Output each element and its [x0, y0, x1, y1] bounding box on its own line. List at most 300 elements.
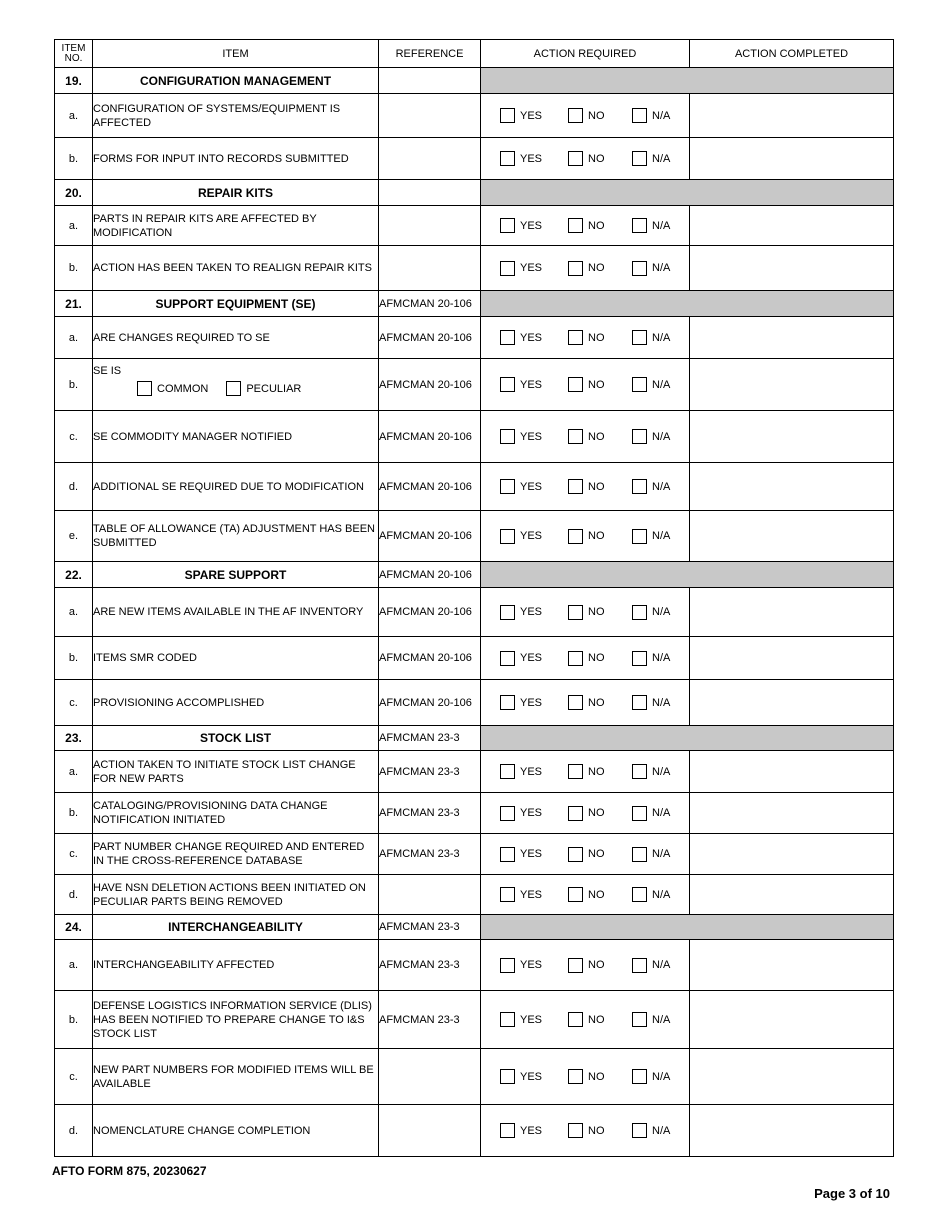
item-description: CONFIGURATION OF SYSTEMS/EQUIPMENT IS AFFECTED: [93, 102, 341, 129]
na-checkbox[interactable]: [632, 764, 647, 779]
section-shaded-cell: [481, 180, 894, 206]
item-description: ITEMS SMR CODED: [93, 652, 197, 664]
item-reference: AFMCMAN 20-106: [379, 637, 481, 680]
option-na: [632, 1123, 670, 1138]
action-completed-field[interactable]: [690, 138, 894, 180]
item-description-cell: [93, 588, 379, 637]
action-completed-field[interactable]: [690, 317, 894, 359]
na-checkbox[interactable]: [632, 377, 647, 392]
item-description-cell: [93, 359, 379, 411]
option-yes: [500, 847, 568, 862]
option-na: [632, 218, 670, 233]
no-checkbox[interactable]: [568, 479, 583, 494]
section-reference: AFMCMAN 20-106: [379, 562, 481, 588]
yes-checkbox[interactable]: [500, 887, 515, 902]
option-yes: [500, 429, 568, 444]
na-label: N/A: [652, 959, 671, 971]
item-description: FORMS FOR INPUT INTO RECORDS SUBMITTED: [93, 152, 349, 165]
item-description-cell: [93, 875, 379, 915]
na-label: N/A: [652, 430, 671, 443]
na-label: N/A: [652, 1124, 671, 1137]
yes-no-na-group: [481, 151, 689, 166]
item-reference: AFMCMAN 20-106: [379, 680, 481, 726]
yes-checkbox[interactable]: [500, 330, 515, 345]
checklist-item-row: [55, 511, 894, 562]
na-checkbox[interactable]: [632, 958, 647, 973]
option-na: [632, 330, 670, 345]
action-required-cell: [481, 1105, 690, 1157]
header-action-required: ACTION REQUIRED: [481, 40, 690, 68]
option-no: [568, 377, 632, 392]
item-letter: c.: [55, 411, 93, 463]
no-label: NO: [588, 652, 605, 664]
action-completed-field[interactable]: [690, 1105, 894, 1157]
item-description-cell: [93, 1105, 379, 1157]
yes-no-na-group: [481, 806, 689, 821]
item-reference: AFMCMAN 23-3: [379, 834, 481, 875]
option-yes: [500, 108, 568, 123]
item-description-cell: [93, 94, 379, 138]
no-label: NO: [588, 378, 605, 391]
option-no: [568, 1123, 632, 1138]
item-reference: AFMCMAN 23-3: [379, 991, 481, 1049]
na-checkbox[interactable]: [632, 529, 647, 544]
option-no: [568, 330, 632, 345]
no-checkbox[interactable]: [568, 330, 583, 345]
yes-label: YES: [520, 888, 543, 901]
no-label: NO: [588, 696, 605, 709]
action-completed-field[interactable]: [690, 511, 894, 562]
section-number: 21.: [55, 291, 93, 317]
action-required-cell: [481, 138, 690, 180]
yes-label: YES: [520, 1124, 543, 1137]
na-checkbox[interactable]: [632, 806, 647, 821]
checklist-item-row: [55, 991, 894, 1049]
action-required-cell: [481, 875, 690, 915]
option-yes: [500, 651, 568, 666]
no-checkbox[interactable]: [568, 764, 583, 779]
yes-no-na-group: [481, 695, 689, 710]
checklist-item-row: [55, 359, 894, 411]
yes-label: YES: [520, 262, 543, 274]
option-yes: [500, 479, 568, 494]
no-checkbox[interactable]: [568, 151, 583, 166]
section-reference: AFMCMAN 23-3: [379, 915, 481, 940]
se-type-label: PECULIAR: [246, 382, 302, 395]
no-checkbox[interactable]: [568, 377, 583, 392]
no-checkbox[interactable]: [568, 1012, 583, 1027]
checklist-item-row: [55, 940, 894, 991]
na-label: N/A: [652, 848, 671, 860]
action-completed-field[interactable]: [690, 793, 894, 834]
yes-no-na-group: [481, 651, 689, 666]
option-na: [632, 847, 670, 862]
yes-checkbox[interactable]: [500, 605, 515, 620]
yes-label: YES: [520, 652, 543, 664]
section-shaded-cell: [481, 562, 894, 588]
yes-checkbox[interactable]: [500, 529, 515, 544]
section-shaded-cell: [481, 726, 894, 751]
item-reference: [379, 1105, 481, 1157]
item-description-cell: [93, 940, 379, 991]
yes-checkbox[interactable]: [500, 151, 515, 166]
yes-checkbox[interactable]: [500, 1012, 515, 1027]
action-completed-field[interactable]: [690, 94, 894, 138]
no-checkbox[interactable]: [568, 651, 583, 666]
option-na: [632, 806, 670, 821]
item-letter: b.: [55, 246, 93, 291]
option-na: [632, 108, 670, 123]
yes-checkbox[interactable]: [500, 695, 515, 710]
yes-label: YES: [520, 480, 543, 493]
yes-label: YES: [520, 1013, 543, 1026]
section-title: SUPPORT EQUIPMENT (SE): [93, 291, 379, 317]
no-label: NO: [588, 262, 605, 274]
section-title: SPARE SUPPORT: [93, 562, 379, 588]
checklist-item-row: [55, 206, 894, 246]
form-identifier: AFTO FORM 875, 20230627: [52, 1164, 207, 1178]
checklist-item-row: [55, 680, 894, 726]
header-item: ITEM: [93, 40, 379, 68]
na-label: N/A: [652, 652, 671, 664]
no-checkbox[interactable]: [568, 1069, 583, 1084]
option-yes: [500, 529, 568, 544]
yes-no-na-group: [481, 1123, 689, 1138]
section-reference: [379, 180, 481, 206]
yes-no-na-group: [481, 1069, 689, 1084]
na-label: N/A: [652, 378, 671, 391]
no-checkbox[interactable]: [568, 1123, 583, 1138]
item-description: INTERCHANGEABILITY AFFECTED: [93, 959, 275, 971]
se-type-options: [93, 381, 378, 396]
item-reference: [379, 246, 481, 291]
no-label: NO: [588, 1013, 605, 1026]
se-type-label: COMMON: [157, 382, 209, 395]
option-no: [568, 605, 632, 620]
option-no: [568, 847, 632, 862]
no-label: NO: [588, 888, 605, 901]
action-required-cell: [481, 637, 690, 680]
option-yes: [500, 764, 568, 779]
item-description: SE COMMODITY MANAGER NOTIFIED: [93, 430, 293, 443]
header-action-completed: ACTION COMPLETED: [690, 40, 894, 68]
section-reference: [379, 68, 481, 94]
item-description-cell: [93, 637, 379, 680]
na-checkbox[interactable]: [632, 847, 647, 862]
na-checkbox[interactable]: [632, 651, 647, 666]
checklist-item-row: [55, 463, 894, 511]
na-checkbox[interactable]: [632, 218, 647, 233]
yes-checkbox[interactable]: [500, 429, 515, 444]
yes-checkbox[interactable]: [500, 479, 515, 494]
yes-no-na-group: [481, 887, 689, 902]
item-description-cell: [93, 511, 379, 562]
se-type-checkbox[interactable]: [137, 381, 152, 396]
option-na: [632, 529, 670, 544]
section-number: 23.: [55, 726, 93, 751]
checklist-item-row: [55, 317, 894, 359]
item-letter: c.: [55, 680, 93, 726]
yes-no-na-group: [481, 429, 689, 444]
option-yes: [500, 958, 568, 973]
action-completed-field[interactable]: [690, 411, 894, 463]
yes-checkbox[interactable]: [500, 218, 515, 233]
item-letter: b.: [55, 991, 93, 1049]
option-yes: [500, 887, 568, 902]
item-reference: AFMCMAN 23-3: [379, 793, 481, 834]
section-title: CONFIGURATION MANAGEMENT: [93, 68, 379, 94]
option-no: [568, 151, 632, 166]
option-yes: [500, 218, 568, 233]
item-letter: b.: [55, 359, 93, 411]
yes-no-na-group: [481, 218, 689, 233]
item-description-cell: [93, 991, 379, 1049]
option-na: [632, 695, 670, 710]
yes-label: YES: [520, 109, 543, 122]
item-description: SE IS: [93, 365, 122, 377]
action-completed-field[interactable]: [690, 463, 894, 511]
na-checkbox[interactable]: [632, 695, 647, 710]
action-completed-field[interactable]: [690, 940, 894, 991]
item-description: HAVE NSN DELETION ACTIONS BEEN INITIATED ON PECULIAR PARTS BEING REMOVED: [93, 881, 366, 908]
action-completed-field[interactable]: [690, 637, 894, 680]
yes-no-na-group: [481, 108, 689, 123]
option-yes: [500, 605, 568, 620]
option-no: [568, 261, 632, 276]
no-label: NO: [588, 530, 605, 542]
section-row: [55, 915, 894, 940]
no-checkbox[interactable]: [568, 806, 583, 821]
action-required-cell: [481, 793, 690, 834]
item-letter: b.: [55, 138, 93, 180]
action-completed-field[interactable]: [690, 588, 894, 637]
section-row: [55, 562, 894, 588]
yes-label: YES: [520, 378, 543, 391]
option-na: [632, 151, 670, 166]
section-row: [55, 68, 894, 94]
item-reference: [379, 94, 481, 138]
option-no: [568, 958, 632, 973]
item-description-cell: [93, 680, 379, 726]
action-completed-field[interactable]: [690, 680, 894, 726]
no-checkbox[interactable]: [568, 529, 583, 544]
section-shaded-cell: [481, 915, 894, 940]
option-no: [568, 806, 632, 821]
option-yes: [500, 1123, 568, 1138]
no-checkbox[interactable]: [568, 958, 583, 973]
action-completed-field[interactable]: [690, 875, 894, 915]
na-checkbox[interactable]: [632, 605, 647, 620]
option-yes: [500, 377, 568, 392]
no-checkbox[interactable]: [568, 218, 583, 233]
action-required-cell: [481, 246, 690, 291]
na-checkbox[interactable]: [632, 1123, 647, 1138]
checklist-item-row: [55, 793, 894, 834]
item-reference: [379, 206, 481, 246]
action-required-cell: [481, 359, 690, 411]
item-letter: a.: [55, 94, 93, 138]
no-label: NO: [588, 152, 605, 165]
yes-label: YES: [520, 807, 543, 819]
na-checkbox[interactable]: [632, 479, 647, 494]
option-no: [568, 651, 632, 666]
no-label: NO: [588, 848, 605, 860]
action-required-cell: [481, 991, 690, 1049]
no-label: NO: [588, 807, 605, 819]
option-yes: [500, 1012, 568, 1027]
option-na: [632, 479, 670, 494]
no-checkbox[interactable]: [568, 108, 583, 123]
na-label: N/A: [652, 480, 671, 493]
action-completed-field[interactable]: [690, 246, 894, 291]
action-required-cell: [481, 1049, 690, 1105]
action-required-cell: [481, 317, 690, 359]
option-no: [568, 479, 632, 494]
option-no: [568, 429, 632, 444]
item-letter: d.: [55, 463, 93, 511]
checklist-item-row: [55, 834, 894, 875]
option-yes: [500, 151, 568, 166]
yes-checkbox[interactable]: [500, 377, 515, 392]
option-na: [632, 261, 670, 276]
na-label: N/A: [652, 696, 671, 709]
no-label: NO: [588, 109, 605, 122]
option-na: [632, 764, 670, 779]
item-description-cell: [93, 751, 379, 793]
action-completed-field[interactable]: [690, 991, 894, 1049]
no-label: NO: [588, 606, 605, 618]
option-yes: [500, 1069, 568, 1084]
na-checkbox[interactable]: [632, 108, 647, 123]
na-label: N/A: [652, 331, 671, 344]
action-completed-field[interactable]: [690, 206, 894, 246]
checklist-item-row: [55, 1105, 894, 1157]
section-row: [55, 291, 894, 317]
action-required-cell: [481, 834, 690, 875]
yes-checkbox[interactable]: [500, 847, 515, 862]
yes-no-na-group: [481, 605, 689, 620]
item-description: PARTS IN REPAIR KITS ARE AFFECTED BY MODIFICATION: [93, 212, 317, 239]
yes-checkbox[interactable]: [500, 1069, 515, 1084]
no-checkbox[interactable]: [568, 605, 583, 620]
na-checkbox[interactable]: [632, 330, 647, 345]
page-number: Page 3 of 10: [814, 1186, 890, 1201]
section-shaded-cell: [481, 291, 894, 317]
section-number: 24.: [55, 915, 93, 940]
no-label: NO: [588, 480, 605, 493]
yes-no-na-group: [481, 764, 689, 779]
yes-no-na-group: [481, 377, 689, 392]
item-letter: a.: [55, 940, 93, 991]
yes-no-na-group: [481, 1012, 689, 1027]
yes-label: YES: [520, 848, 543, 860]
item-letter: d.: [55, 875, 93, 915]
header-row: [55, 40, 894, 68]
item-description-cell: [93, 411, 379, 463]
yes-checkbox[interactable]: [500, 108, 515, 123]
action-required-cell: [481, 463, 690, 511]
header-item-no: ITEM NO.: [55, 40, 93, 68]
no-checkbox[interactable]: [568, 695, 583, 710]
se-type-checkbox[interactable]: [226, 381, 241, 396]
item-description: ACTION HAS BEEN TAKEN TO REALIGN REPAIR KITS: [93, 262, 372, 274]
yes-checkbox[interactable]: [500, 764, 515, 779]
yes-checkbox[interactable]: [500, 651, 515, 666]
yes-checkbox[interactable]: [500, 806, 515, 821]
item-description: CATALOGING/PROVISIONING DATA CHANGE NOTIFICATION INITIATED: [93, 800, 328, 826]
action-completed-field[interactable]: [690, 751, 894, 793]
item-reference: AFMCMAN 20-106: [379, 317, 481, 359]
na-checkbox[interactable]: [632, 1069, 647, 1084]
action-required-cell: [481, 411, 690, 463]
option-yes: [500, 695, 568, 710]
checklist-item-row: [55, 751, 894, 793]
no-label: NO: [588, 959, 605, 971]
yes-checkbox[interactable]: [500, 958, 515, 973]
yes-label: YES: [520, 152, 543, 165]
item-reference: AFMCMAN 20-106: [379, 359, 481, 411]
yes-label: YES: [520, 530, 543, 542]
na-label: N/A: [652, 530, 671, 542]
na-label: N/A: [652, 807, 671, 819]
option-no: [568, 887, 632, 902]
item-reference: AFMCMAN 20-106: [379, 411, 481, 463]
yes-no-na-group: [481, 479, 689, 494]
item-description: ARE NEW ITEMS AVAILABLE IN THE AF INVENTORY: [93, 606, 364, 618]
yes-checkbox[interactable]: [500, 1123, 515, 1138]
option-no: [568, 1069, 632, 1084]
na-label: N/A: [652, 765, 671, 778]
option-yes: [500, 806, 568, 821]
item-letter: c.: [55, 834, 93, 875]
no-checkbox[interactable]: [568, 847, 583, 862]
na-checkbox[interactable]: [632, 887, 647, 902]
na-label: N/A: [652, 888, 671, 901]
yes-checkbox[interactable]: [500, 261, 515, 276]
na-checkbox[interactable]: [632, 1012, 647, 1027]
checklist-item-row: [55, 588, 894, 637]
option-na: [632, 605, 670, 620]
no-checkbox[interactable]: [568, 261, 583, 276]
action-required-cell: [481, 94, 690, 138]
no-checkbox[interactable]: [568, 887, 583, 902]
yes-no-na-group: [481, 330, 689, 345]
item-reference: [379, 875, 481, 915]
section-shaded-cell: [481, 68, 894, 94]
item-letter: a.: [55, 206, 93, 246]
action-required-cell: [481, 940, 690, 991]
action-completed-field[interactable]: [690, 1049, 894, 1105]
na-label: N/A: [652, 1070, 671, 1083]
no-checkbox[interactable]: [568, 429, 583, 444]
action-completed-field[interactable]: [690, 834, 894, 875]
item-description: DEFENSE LOGISTICS INFORMATION SERVICE (DLIS) HAS BEEN NOTIFIED TO PREPARE CHANGE TO I&S STOCK LIST: [93, 999, 372, 1040]
action-required-cell: [481, 588, 690, 637]
na-checkbox[interactable]: [632, 151, 647, 166]
no-label: NO: [588, 219, 605, 232]
item-description-cell: [93, 834, 379, 875]
na-checkbox[interactable]: [632, 261, 647, 276]
option-no: [568, 1012, 632, 1027]
na-checkbox[interactable]: [632, 429, 647, 444]
item-description-cell: [93, 793, 379, 834]
item-letter: a.: [55, 751, 93, 793]
action-completed-field[interactable]: [690, 359, 894, 411]
checklist-item-row: [55, 94, 894, 138]
checklist-body: [55, 40, 894, 1157]
item-letter: a.: [55, 588, 93, 637]
item-reference: AFMCMAN 20-106: [379, 463, 481, 511]
